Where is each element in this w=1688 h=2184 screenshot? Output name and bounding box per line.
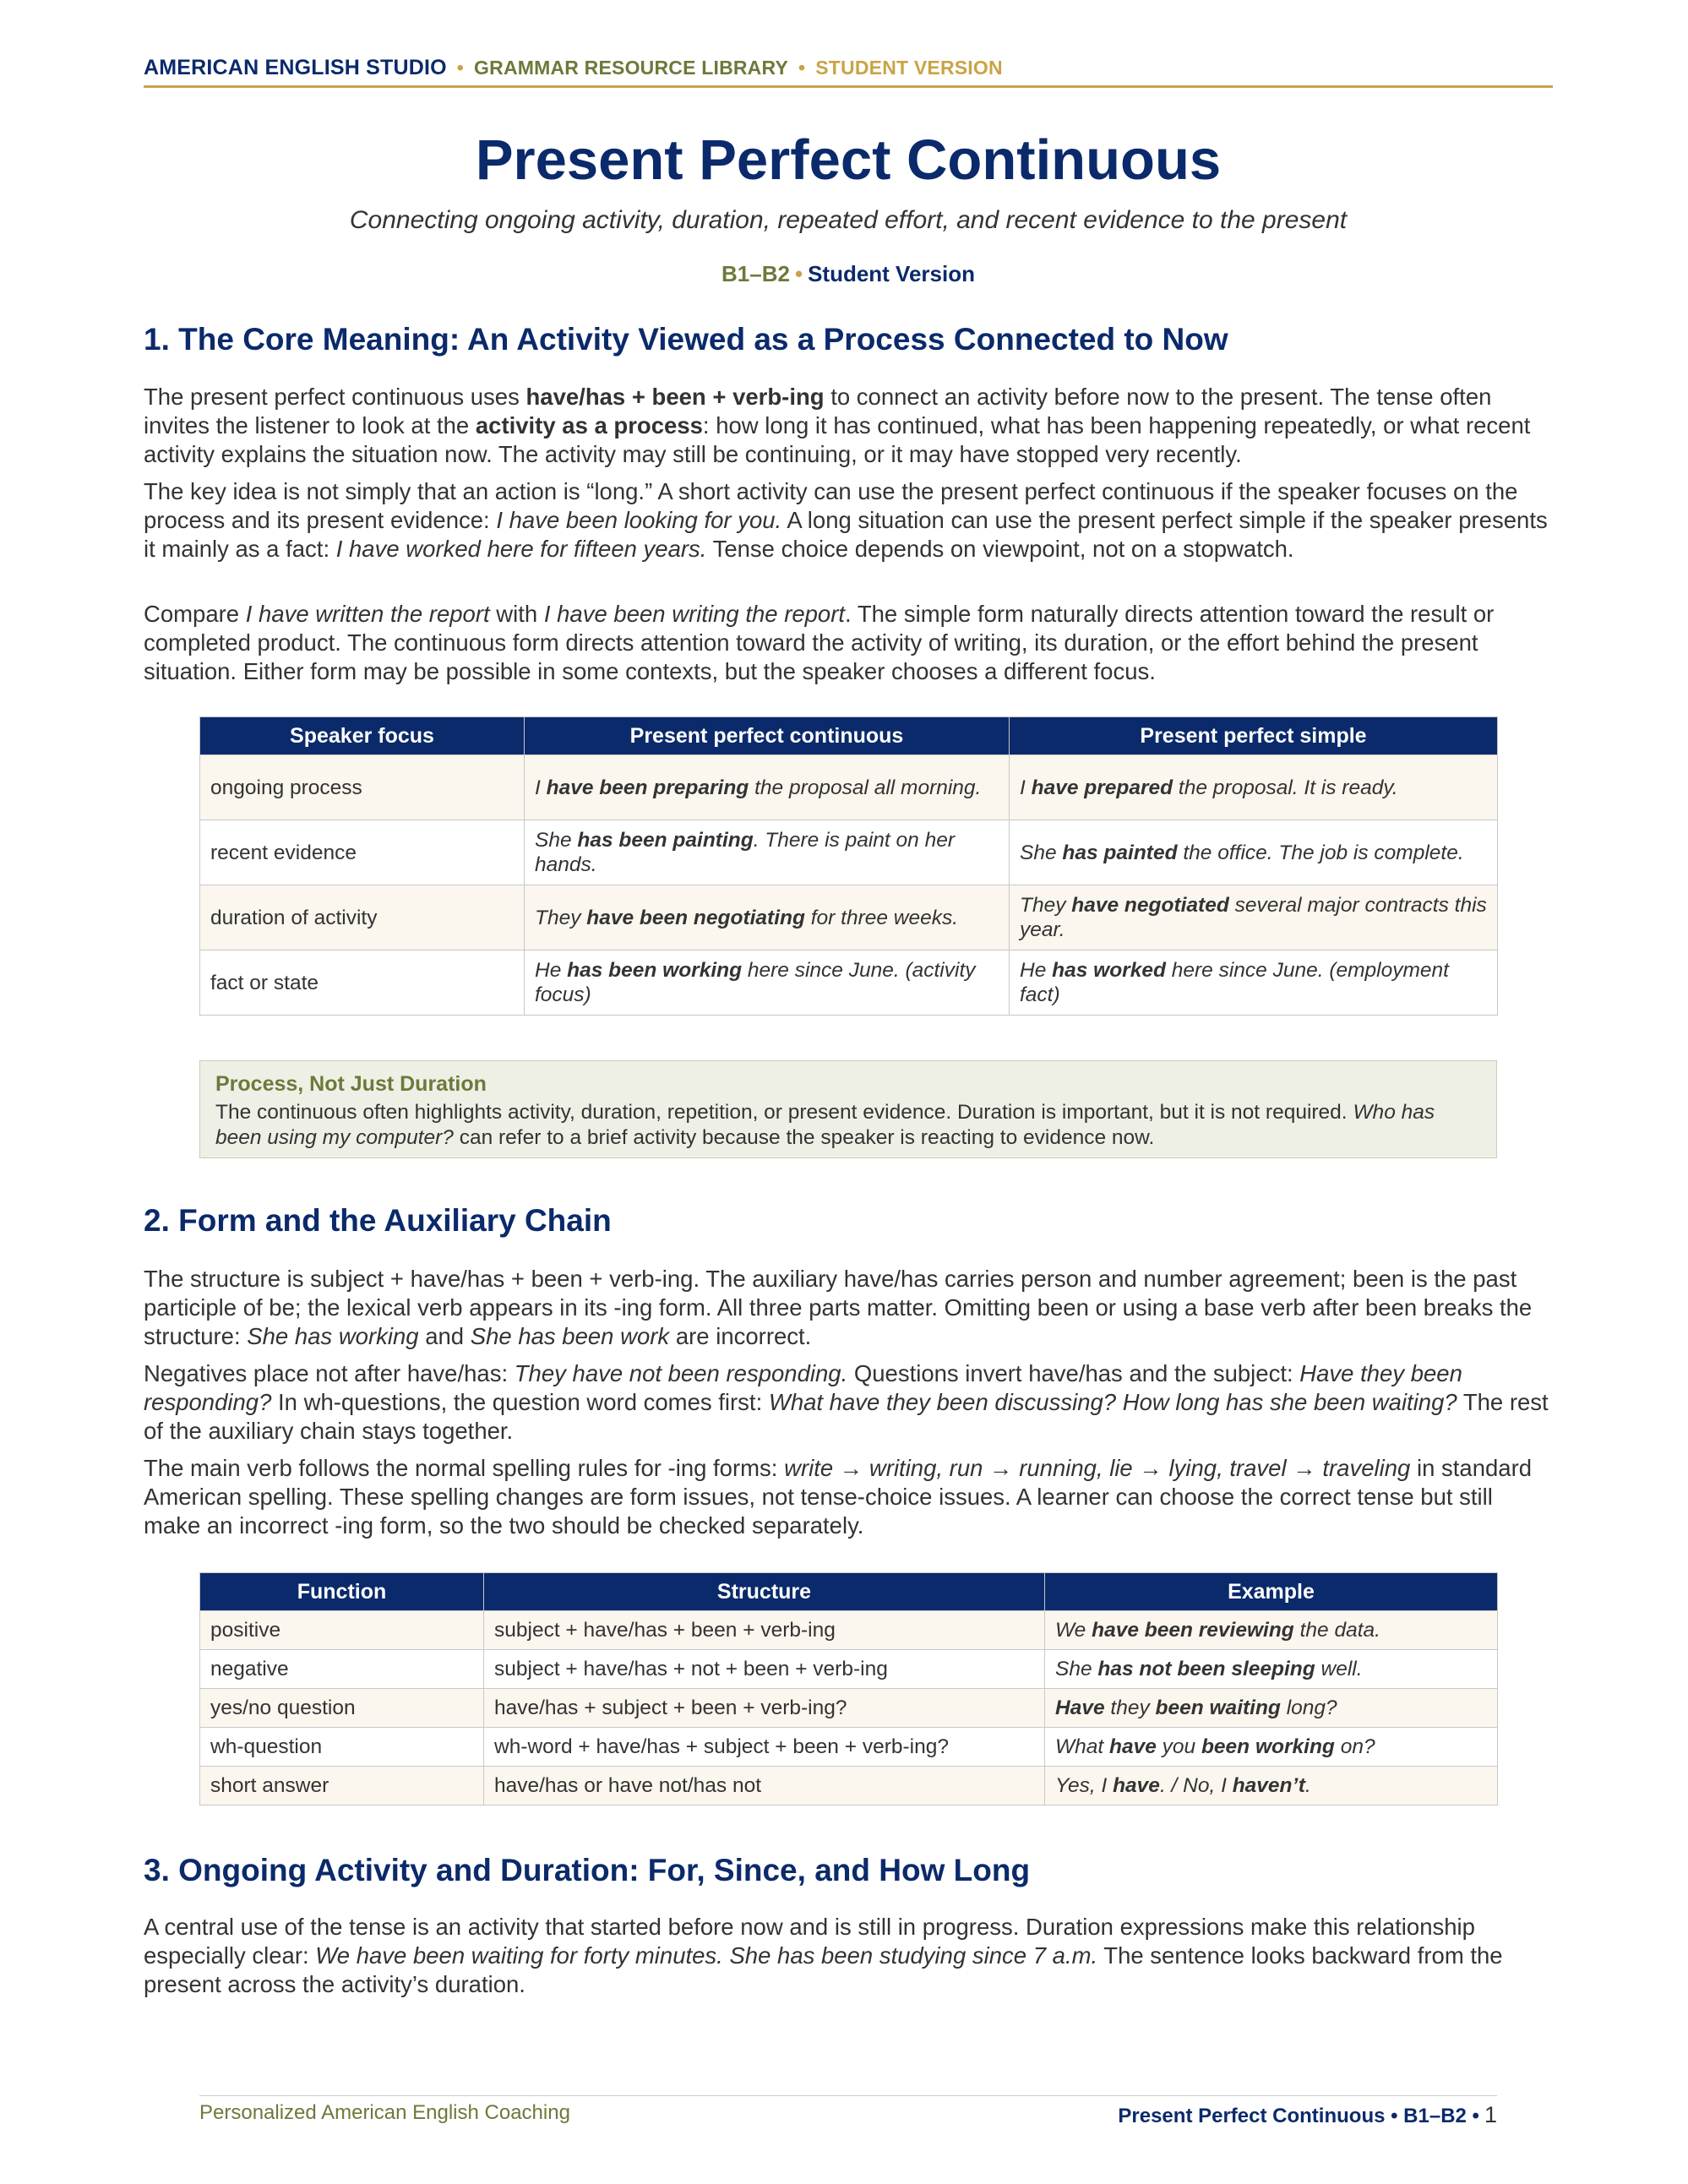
section-heading: 2. Form and the Auxiliary Chain xyxy=(144,1203,612,1238)
continuous-example-cell xyxy=(525,950,1010,1016)
bold-run: has worked xyxy=(1052,959,1166,982)
text-run: The sentence looks backward from the present across the activity’s duration. xyxy=(144,1942,1503,1997)
function-cell: negative xyxy=(200,1650,484,1689)
text-run: are incorrect. xyxy=(669,1323,812,1349)
simple-example-cell xyxy=(1010,820,1498,885)
bold-run: been working xyxy=(1201,1735,1335,1758)
example-cell xyxy=(1045,1611,1498,1650)
text-run: you xyxy=(1156,1735,1201,1758)
text-run: : how long it has continued, what has been happening repeatedly, or what recent activity explains the situation now. The activity may still be continuing, or it may have stopped very recently. xyxy=(144,412,1531,467)
structure-cell: have/has + subject + been + verb-ing? xyxy=(484,1689,1045,1728)
text-run: well. xyxy=(1315,1658,1363,1680)
bold-run: have prepared xyxy=(1031,776,1173,799)
body-paragraph xyxy=(144,600,1553,686)
table-row xyxy=(200,755,1498,820)
bold-run: has been painting xyxy=(577,829,754,852)
text-run: the proposal. It is ready. xyxy=(1173,776,1398,799)
text-run: on? xyxy=(1334,1735,1375,1758)
text-run: Tense choice depends on viewpoint, not on a stopwatch. xyxy=(706,536,1294,562)
example-cell xyxy=(1045,1650,1498,1689)
footer-title: Present Perfect Continuous • B1–B2 • xyxy=(1118,2105,1479,2127)
function-cell: wh-question xyxy=(200,1728,484,1767)
example-cell xyxy=(1045,1767,1498,1805)
body-paragraph xyxy=(144,1454,1553,1540)
bold-run: has not been sleeping xyxy=(1097,1658,1315,1680)
structure-cell: wh-word + have/has + subject + been + verb-ing? xyxy=(484,1728,1045,1767)
bold-run: haven’t xyxy=(1232,1774,1305,1797)
text-run: with xyxy=(489,601,544,627)
focus-cell: recent evidence xyxy=(200,820,525,885)
table-header-row xyxy=(200,1573,1498,1611)
bold-run: have/has + been + verb-ing xyxy=(525,384,825,410)
function-cell: short answer xyxy=(200,1767,484,1805)
table-row xyxy=(200,1767,1498,1805)
text-run: The main verb follows the normal spelling rules for -ing forms: xyxy=(144,1455,785,1481)
bold-run: have xyxy=(1113,1774,1160,1797)
column-header: Speaker focus xyxy=(200,717,525,755)
table-header-row xyxy=(200,717,1498,755)
column-header: Present perfect simple xyxy=(1010,717,1498,755)
continuous-example-cell xyxy=(525,755,1010,820)
text-run: She xyxy=(535,829,578,852)
italic-run: They have not been responding. xyxy=(514,1360,848,1386)
version-label: STUDENT VERSION xyxy=(815,57,1003,79)
header-rule xyxy=(144,85,1553,88)
italic-run: write → writing, run → running, lie → lying, travel → traveling xyxy=(784,1455,1411,1481)
table-row xyxy=(200,950,1498,1016)
text-run: . There is paint on her hands. xyxy=(535,829,956,876)
table-row xyxy=(200,1611,1498,1650)
body-paragraph xyxy=(144,383,1553,469)
italic-run: Who has been using my computer? xyxy=(215,1101,1435,1149)
column-header: Function xyxy=(200,1573,484,1611)
text-run: The continuous often highlights activity, duration, repetition, or present evidence. Duration is important, but it is not required. xyxy=(215,1101,1353,1124)
focus-cell: ongoing process xyxy=(200,755,525,820)
italic-run: We have been waiting for forty minutes. She has been studying since 7 a.m. xyxy=(315,1942,1098,1969)
text-run: and xyxy=(418,1323,471,1349)
text-run: The rest of the auxiliary chain stays together. xyxy=(144,1389,1549,1444)
italic-run: I have written the report xyxy=(245,601,490,627)
body-paragraph xyxy=(144,1265,1553,1351)
text-run: . The simple form naturally directs attention toward the result or completed product. The continuous form directs attention toward the activity of writing, its duration, or the effort behind the present situation. Either form may be possible in some contexts, but the speaker chooses a different focus. xyxy=(144,601,1495,684)
focus-comparison-table xyxy=(199,716,1498,1016)
text-run: The key idea is not simply that an action is “long.” A short activity can use the present perfect continuous if the speaker focuses on the process and its present evidence: xyxy=(144,478,1518,533)
table-row xyxy=(200,1650,1498,1689)
bold-run: have been preparing xyxy=(546,776,749,799)
bold-run: have xyxy=(1109,1735,1157,1758)
text-run: Questions invert have/has and the subject: xyxy=(847,1360,1300,1386)
text-run: What xyxy=(1055,1735,1109,1758)
footer-left-text: Personalized American English Coaching xyxy=(199,2101,570,2124)
bold-run: Have xyxy=(1055,1697,1105,1719)
italic-run: I have been writing the report xyxy=(543,601,846,627)
text-run: Yes, I xyxy=(1055,1774,1114,1797)
italic-run: She has been work xyxy=(470,1323,670,1349)
text-run: We xyxy=(1055,1619,1092,1642)
text-run: long? xyxy=(1280,1697,1337,1719)
table-row xyxy=(200,885,1498,950)
callout-body xyxy=(215,1100,1481,1151)
text-run: the data. xyxy=(1293,1619,1380,1642)
italic-run: What have they been discussing? How long has she been waiting? xyxy=(768,1389,1457,1415)
text-run: can refer to a brief activity because the speaker is reacting to evidence now. xyxy=(453,1126,1155,1149)
text-run: the office. The job is complete. xyxy=(1177,841,1464,864)
level-line xyxy=(144,261,1553,287)
text-run: I xyxy=(1020,776,1032,799)
body-paragraph xyxy=(144,477,1553,564)
simple-example-cell xyxy=(1010,755,1498,820)
example-cell xyxy=(1045,1728,1498,1767)
bold-run: has been working xyxy=(567,959,743,982)
bold-run: has painted xyxy=(1062,841,1178,864)
level-label: Student Version xyxy=(808,261,975,286)
italic-run: I have worked here for fifteen years. xyxy=(335,536,707,562)
function-cell: positive xyxy=(200,1611,484,1650)
text-run: for three weeks. xyxy=(804,906,959,929)
text-run: here since June. (employment fact) xyxy=(1020,959,1449,1006)
column-header: Example xyxy=(1045,1573,1498,1611)
text-run: She xyxy=(1020,841,1063,864)
structure-cell: subject + have/has + not + been + verb-ing xyxy=(484,1650,1045,1689)
focus-cell: fact or state xyxy=(200,950,525,1016)
text-run: Negatives place not after have/has: xyxy=(144,1360,515,1386)
level-dot: • xyxy=(794,261,803,286)
column-header: Present perfect continuous xyxy=(525,717,1010,755)
column-header: Structure xyxy=(484,1573,1045,1611)
bold-run: have been negotiating xyxy=(586,906,805,929)
text-run: The structure is subject + have/has + been + verb-ing. The auxiliary have/has carries person and number agreement; been is the past participle of be; the lexical verb appears in its -ing form. All three parts matter. Omitting been or using a base verb after been breaks the structure: xyxy=(144,1266,1533,1349)
organization-name: AMERICAN ENGLISH STUDIO xyxy=(144,56,447,79)
section-heading: 1. The Core Meaning: An Activity Viewed as a Process Connected to Now xyxy=(144,322,1228,357)
continuous-example-cell xyxy=(525,885,1010,950)
table-row xyxy=(200,1689,1498,1728)
page-title: Present Perfect Continuous xyxy=(475,128,1222,192)
form-structure-table xyxy=(199,1572,1498,1805)
bold-run: activity as a process xyxy=(475,412,703,438)
bold-run: have negotiated xyxy=(1071,894,1229,917)
text-run: He xyxy=(1020,959,1053,982)
function-cell: yes/no question xyxy=(200,1689,484,1728)
text-run: to connect an activity before now to the present. The tense often invites the listener to look at the xyxy=(144,384,1492,438)
text-run: He xyxy=(535,959,568,982)
simple-example-cell xyxy=(1010,885,1498,950)
text-run: A long situation can use the present perfect simple if the speaker presents it mainly as a fact: xyxy=(144,507,1548,562)
bold-run: been waiting xyxy=(1155,1697,1281,1719)
structure-cell: have/has or have not/has not xyxy=(484,1767,1045,1805)
text-run: they xyxy=(1104,1697,1156,1719)
page-number: 1 xyxy=(1484,2102,1497,2127)
text-run: She xyxy=(1055,1658,1098,1680)
continuous-example-cell xyxy=(525,820,1010,885)
level-range: B1–B2 xyxy=(721,261,790,286)
focus-cell: duration of activity xyxy=(200,885,525,950)
footer-rule xyxy=(199,2095,1497,2096)
italic-run: I have been looking for you. xyxy=(496,507,782,533)
example-cell xyxy=(1045,1689,1498,1728)
text-run: in standard American spelling. These spelling changes are form issues, not tense-choice issues. A learner can choose the correct tense but still make an incorrect -ing form, so the two should be checked separately. xyxy=(144,1455,1533,1539)
text-run: The present perfect continuous uses xyxy=(144,384,526,410)
footer-right xyxy=(1118,2102,1497,2128)
text-run: here since June. (activity focus) xyxy=(535,959,976,1006)
table-row xyxy=(200,820,1498,885)
text-run: several major contracts this year. xyxy=(1020,894,1487,941)
body-paragraph xyxy=(144,1913,1553,1999)
body-paragraph xyxy=(144,1359,1553,1446)
text-run: . xyxy=(1304,1774,1311,1797)
callout-title: Process, Not Just Duration xyxy=(215,1072,487,1096)
header-separator: • xyxy=(798,57,806,79)
text-run: I xyxy=(535,776,547,799)
italic-run: She has working xyxy=(247,1323,419,1349)
table-row xyxy=(200,1728,1498,1767)
text-run: They xyxy=(1020,894,1072,917)
structure-cell: subject + have/has + been + verb-ing xyxy=(484,1611,1045,1650)
italic-run: Have they been responding? xyxy=(144,1360,1462,1415)
section-heading: 3. Ongoing Activity and Duration: For, Since, and How Long xyxy=(144,1853,1031,1887)
callout-box xyxy=(199,1060,1497,1158)
text-run: . / No, I xyxy=(1159,1774,1233,1797)
text-run: the proposal all morning. xyxy=(749,776,982,799)
document-header xyxy=(144,56,1553,80)
text-run: They xyxy=(535,906,587,929)
header-separator: • xyxy=(456,57,465,79)
text-run: In wh-questions, the question word comes first: xyxy=(271,1389,769,1415)
bold-run: have been reviewing xyxy=(1092,1619,1294,1642)
text-run: A central use of the tense is an activity that started before now and is still in progress. Duration expressions make this relationship especially clear: xyxy=(144,1914,1475,1969)
text-run: Compare xyxy=(144,601,246,627)
library-name: GRAMMAR RESOURCE LIBRARY xyxy=(474,57,788,79)
page-subtitle: Connecting ongoing activity, duration, repeated effort, and recent evidence to the present xyxy=(349,206,1348,234)
simple-example-cell xyxy=(1010,950,1498,1016)
